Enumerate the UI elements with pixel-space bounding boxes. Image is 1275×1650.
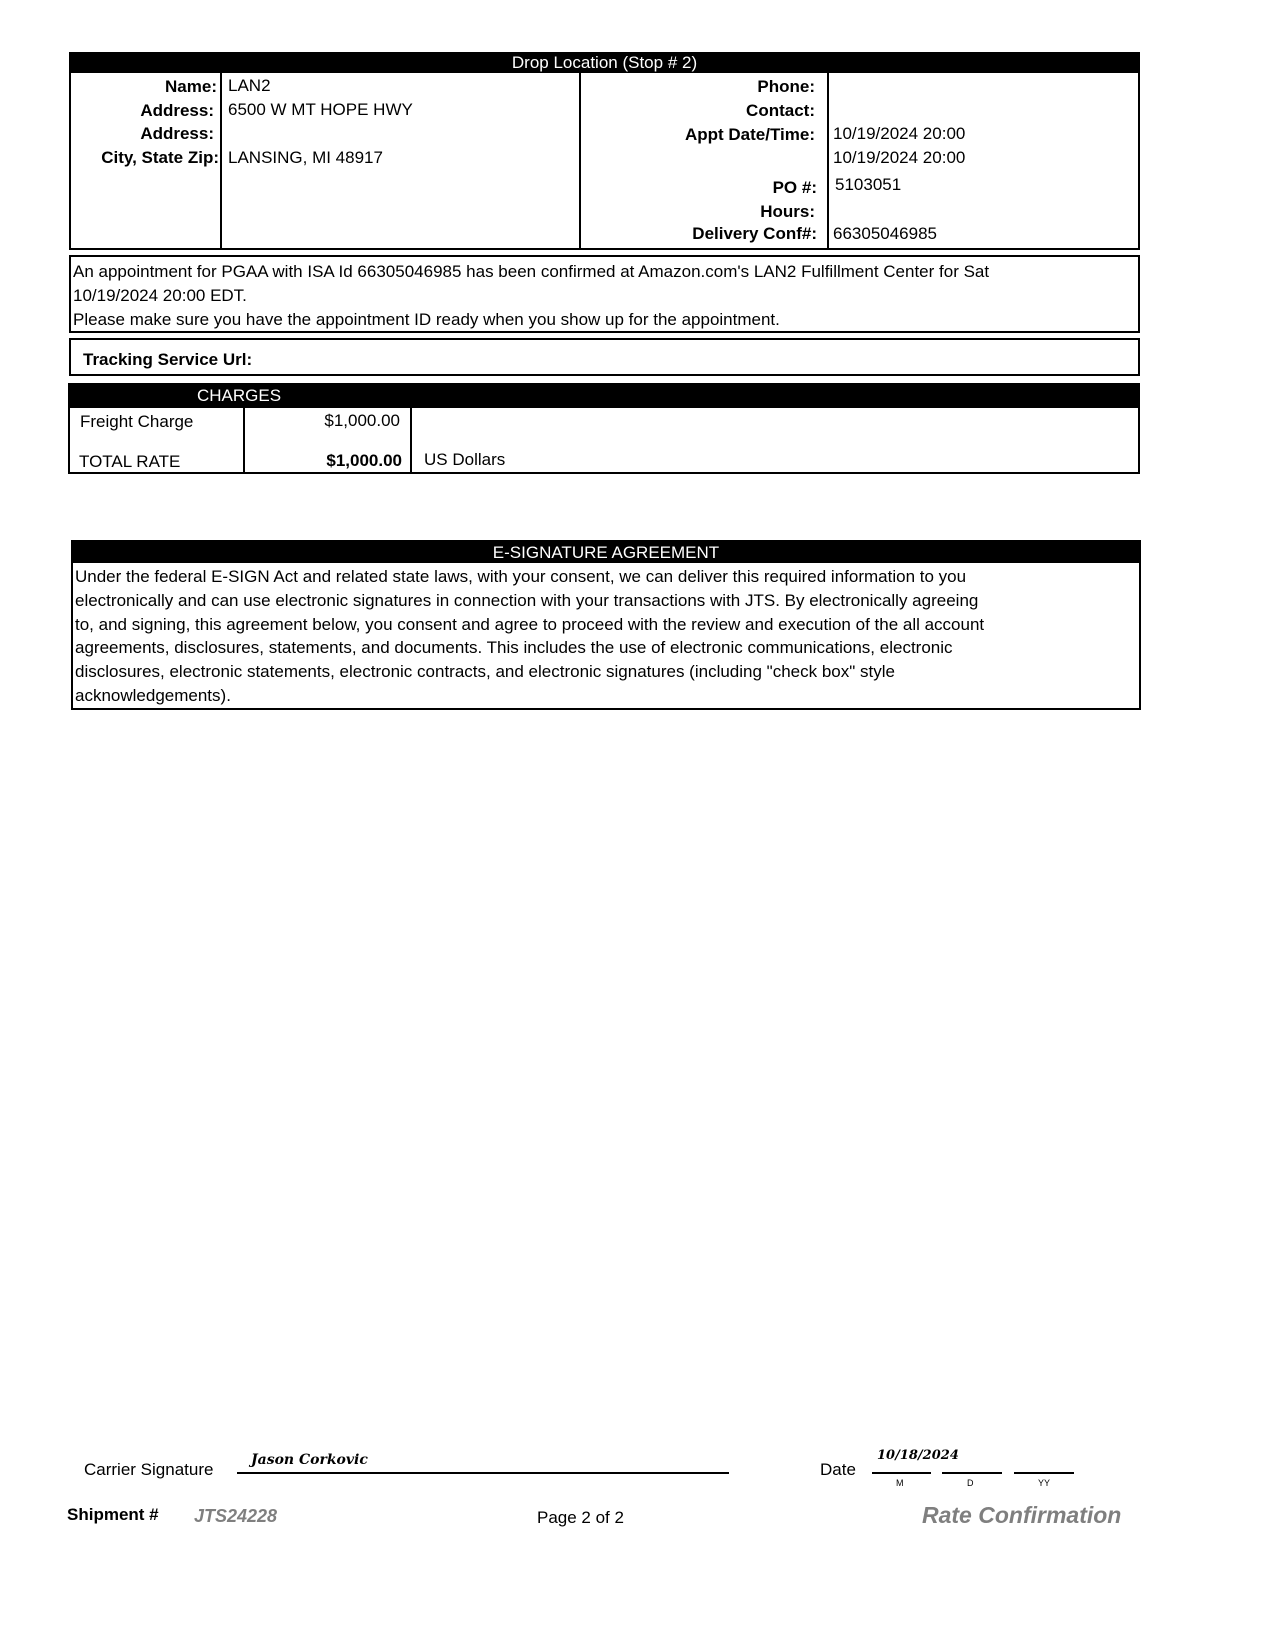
divider [220,72,222,249]
po-value: 5103051 [835,175,902,194]
esign-line-6: acknowledgements). [75,686,231,705]
name-value: LAN2 [228,76,271,95]
appointment-line-2: 10/19/2024 20:00 EDT. [73,286,247,305]
esign-line-1: Under the federal E-SIGN Act and related state laws, with your consent, we can deliver this required information to you [75,567,967,586]
esign-line-3: to, and signing, this agreement below, you consent and agree to proceed with the review and execution of the all account [75,615,985,634]
tracking-box [69,338,1140,376]
divider [243,408,245,473]
date-month-line[interactable] [872,1472,931,1474]
phone-label: Phone: [757,77,815,96]
contact-label: Contact: [746,101,815,120]
day-caption: D [967,1478,974,1488]
address-label: Address: [140,101,214,120]
charges-header: CHARGES [197,386,282,405]
esign-line-5: disclosures, electronic statements, electronic contracts, and electronic signatures (including "check box" style [75,662,895,681]
esign-line-2: electronically and can use electronic signatures in connection with your transactions with JTS. By electronically agreeing [75,591,979,610]
carrier-signature-line[interactable] [237,1472,729,1474]
month-caption: M [896,1478,904,1488]
address-value: 6500 W MT HOPE HWY [228,100,413,119]
delivery-conf-label: Delivery Conf#: [692,224,817,243]
appt-date-value-2: 10/19/2024 20:00 [833,148,966,167]
carrier-signature: Jason Corkovic [251,1452,368,1468]
city-state-zip-value: LANSING, MI 48917 [228,148,383,167]
delivery-conf-value: 66305046985 [833,224,938,243]
hours-label: Hours: [760,202,815,221]
document-title: Rate Confirmation [922,1502,1122,1528]
po-label: PO #: [772,178,817,197]
appt-label: Appt Date/Time: [684,125,815,144]
drop-location-header: Drop Location (Stop # 2) [70,53,1139,73]
appt-date-value: 10/19/2024 20:00 [833,124,966,143]
date-year-line[interactable] [1014,1472,1074,1474]
esign-header: E-SIGNATURE AGREEMENT [72,541,1140,563]
esign-line-4: agreements, disclosures, statements, and documents. This includes the use of electronic communications, electronic [75,638,953,657]
appointment-note [69,255,1140,333]
year-caption: YY [1038,1478,1051,1488]
divider [579,72,581,249]
shipment-number: JTS24228 [194,1506,278,1526]
shipment-label: Shipment # [67,1505,159,1524]
signed-date: 10/18/2024 [877,1448,959,1463]
city-state-zip-label: City, State Zip: [101,148,219,167]
page-number: Page 2 of 2 [537,1508,624,1527]
freight-charge-value: $1,000.00 [324,411,400,430]
currency-value: US Dollars [424,450,506,469]
divider [827,72,829,249]
appointment-line-1: An appointment for PGAA with ISA Id 66305046985 has been confirmed at Amazon.com's LAN2 Fulfillment Center for Sat [73,262,990,281]
date-label: Date [820,1460,856,1479]
tracking-label: Tracking Service Url: [83,350,253,369]
freight-charge-label: Freight Charge [80,412,194,431]
date-day-line[interactable] [942,1472,1002,1474]
address2-label: Address: [140,124,214,143]
appointment-line-3: Please make sure you have the appointment ID ready when you show up for the appointment. [73,310,780,329]
carrier-signature-label: Carrier Signature [84,1460,214,1479]
total-rate-label: TOTAL RATE [79,452,181,471]
total-rate-value: $1,000.00 [326,451,402,470]
name-label: Name: [165,77,217,96]
divider [410,408,412,473]
